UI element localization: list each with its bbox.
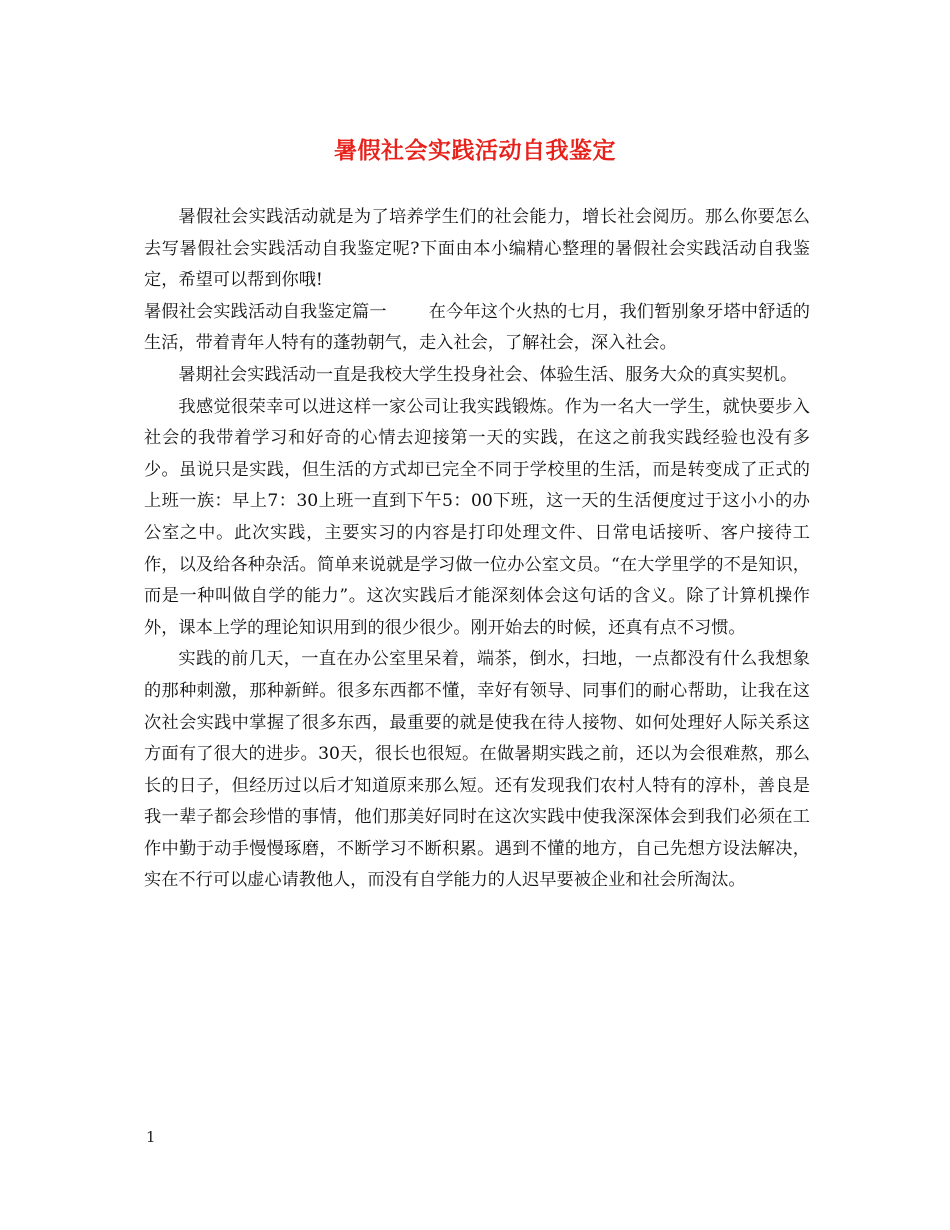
section-heading: 暑假社会实践活动自我鉴定篇一 [144,301,387,322]
page-number: 1 [146,1128,156,1146]
section-paragraph [144,297,810,360]
body-paragraph: 暑期社会实践活动一直是我校大学生投身社会、体验生活、服务大众的真实契机。 [178,364,798,385]
document-title: 暑假社会实践活动自我鉴定 [334,137,616,164]
intro-paragraph: 暑假社会实践活动就是为了培养学生们的社会能力，增长社会阅历。那么你要怎么去写暑假社会实践活动自我鉴定呢?下面由本小编精心整理的暑假社会实践活动自我鉴定，希望可以帮到你哦! [144,207,810,291]
body-paragraph: 我感觉很荣幸可以进这样一家公司让我实践锻炼。作为一名大一学生，就快要步入社会的我带着学习和好奇的心情去迎接第一天的实践，在这之前我实践经验也没有多少。虽说只是实践，但生活的方式却已完全不同于学校里的生活，而是转变成了正式的上班一族：早上7：30上班一直到下午5：00下班，这一天的生活便度过于这小小的办公室之中。此次实践，主要实习的内容是打印处理文件、日常电话接听、客户接待工作，以及给各种杂活。简单来说就是学习做一位办公室文员。“在大学里学的不是知识，而是一种叫做自学的能力”。这次实践后才能深刻体会这句话的含义。除了计算机操作外，课本上学的理论知识用到的很少很少。刚开始去的时候，还真有点不习惯。 [144,396,810,638]
body-paragraph: 实践的前几天，一直在办公室里呆着，端茶，倒水，扫地，一点都没有什么我想象的那种刺激，那种新鲜。很多东西都不懂，幸好有领导、同事们的耐心帮助，让我在这次社会实践中掌握了很多东西，最重要的就是使我在待人接物、如何处理好人际关系这方面有了很大的进步。30天，很长也很短。在做暑期实践之前，还以为会很难熬，那么长的日子，但经历过以后才知道原来那么短。还有发现我们农村人特有的淳朴，善良是我一辈子都会珍惜的事情，他们那美好同时在这次实践中使我深深体会到我们必须在工作中勤于动手慢慢琢磨，不断学习不断积累。遇到不懂的地方，自己先想方设法解决，实在不行可以虚心请教他人，而没有自学能力的人迟早要被企业和社会所淘汰。 [144,649,810,891]
section-first-text: 在今年这个火热的七月，我们暂别象牙塔中舒适的生活，带着青年人特有的蓬勃朝气，走入社会，了解社会，深入社会。 [144,301,810,354]
document-body [144,202,810,897]
